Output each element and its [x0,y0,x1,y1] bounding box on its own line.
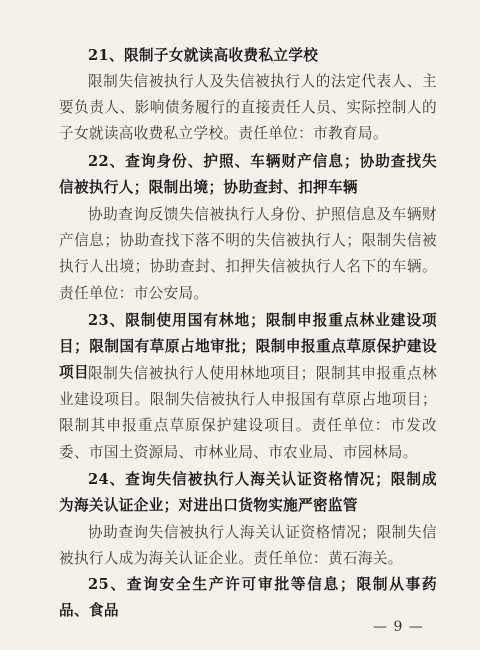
section-24-body: 协助查询失信被执行人海关认证资格情况；限制失信被执行人成为海关认证企业。责任单位：黄石海关。 [59,524,437,568]
section-23-body: 限制失信被执行人使用林地项目；限制其申报重点林业建设项目。限制失信被执行人申报国有草原占地项目；限制其申报重点草原保护建设项目。责任单位：市发改委、市国土资源局、市林业局、市农业局、市园林局。 [59,365,437,461]
section-25-heading: 25、查询安全生产许可审批等信息；限制从事药品、食品 [59,576,437,620]
page-number: — 9 — [373,619,424,635]
section-22-heading: 22、查询身份、护照、车辆财产信息；协助查找失信被执行人；限制出境；协助查封、扣押车辆 [59,153,437,197]
section-21-heading: 21、限制子女就读高收费私立学校 [88,47,319,64]
section-21-body: 限制失信被执行人及失信被执行人的法定代表人、主要负责人、影响债务履行的直接责任人员、实际控制人的子女就读高收费私立学校。责任单位：市教育局。 [59,73,437,143]
section-24-heading: 24、查询失信被执行人海关认证资格情况；限制成为海关认证企业；对进出口货物实施严密监管 [59,471,437,515]
section-23-heading: 23、限制使用国有林地；限制申报重点林业建设项目；限制国有草原占地审批；限制申报重点草原保护建设项目 [59,312,437,382]
section-22-body: 协助查询反馈失信被执行人身份、护照信息及车辆财产信息；协助查找下落不明的失信被执行人；限制失信被执行人出境；协助查封、扣押失信被执行人名下的车辆。责任单位：市公安局。 [59,206,437,302]
